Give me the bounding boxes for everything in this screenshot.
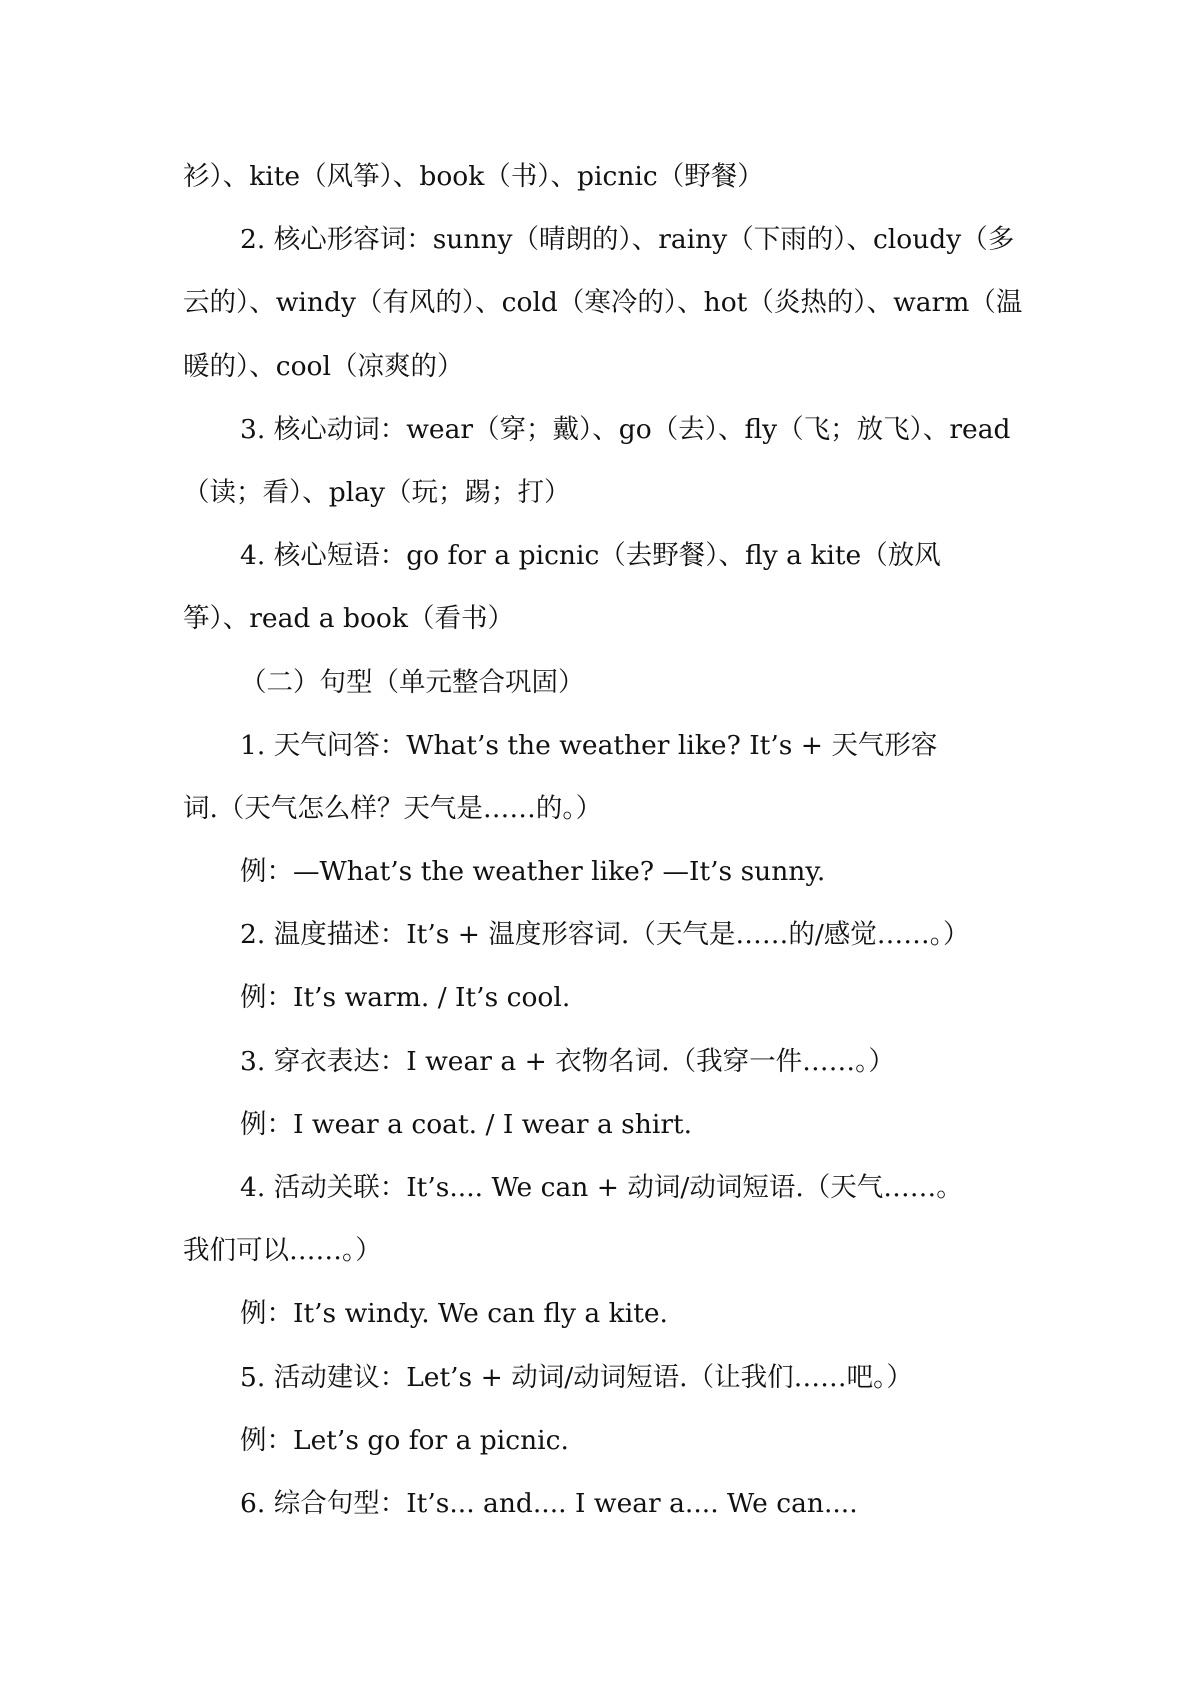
vocab-nouns-continued: 衫）、kite（风筝）、book（书）、picnic（野餐）	[183, 161, 764, 192]
pattern-activity-line-1: 4. 活动关联：It’s.... We can + 动词/动词短语.（天气……。	[240, 1172, 963, 1203]
pattern-comprehensive: 6. 综合句型：It’s... and.... I wear a.... We can....	[240, 1487, 858, 1519]
core-phrases-line-2: 筝）、read a book（看书）	[183, 603, 514, 635]
example-suggestion: 例：Let’s go for a picnic.	[240, 1424, 569, 1456]
example-clothing: 例：I wear a coat. / I wear a shirt.	[240, 1108, 693, 1140]
core-adjectives-line-2: 云的）、windy（有风的）、cold（寒冷的）、hot（炎热的）、warm（温	[183, 287, 1023, 319]
pattern-suggestion: 5. 活动建议：Let’s + 动词/动词短语.（让我们……吧。）	[240, 1361, 913, 1393]
pattern-clothing: 3. 穿衣表达：I wear a + 衣物名词.（我穿一件……。）	[240, 1045, 895, 1077]
document-page	[183, 145, 1028, 1535]
pattern-activity-line-2: 我们可以……。）	[183, 1235, 382, 1267]
pattern-temperature: 2. 温度描述：It’s + 温度形容词.（天气是……的/感觉……。）	[240, 919, 970, 951]
section-heading-sentence-patterns: （二）句型（单元整合巩固）	[240, 666, 585, 698]
pattern-weather-qa-line-2: 词.（天气怎么样？天气是……的。）	[183, 792, 603, 824]
core-verbs-line-2: （读；看）、play（玩；踢；打）	[183, 476, 571, 508]
core-adjectives-line-3: 暖的）、cool（凉爽的）	[183, 350, 464, 382]
example-weather-qa: 例：—What’s the weather like? —It’s sunny.	[240, 856, 826, 888]
core-adjectives-line-1: 2. 核心形容词：sunny（晴朗的）、rainy（下雨的）、cloudy（多	[240, 224, 1015, 256]
core-verbs-line-1: 3. 核心动词：wear（穿；戴）、go（去）、fly（飞；放飞）、read	[240, 413, 1011, 445]
pattern-weather-qa-line-1: 1. 天气问答：What’s the weather like? It’s + 天气形容	[240, 729, 938, 761]
core-phrases-line-1: 4. 核心短语：go for a picnic（去野餐）、fly a kite（放风	[240, 540, 941, 572]
example-activity: 例：It’s windy. We can fly a kite.	[240, 1298, 668, 1330]
example-temperature: 例：It’s warm. / It’s cool.	[240, 982, 571, 1014]
